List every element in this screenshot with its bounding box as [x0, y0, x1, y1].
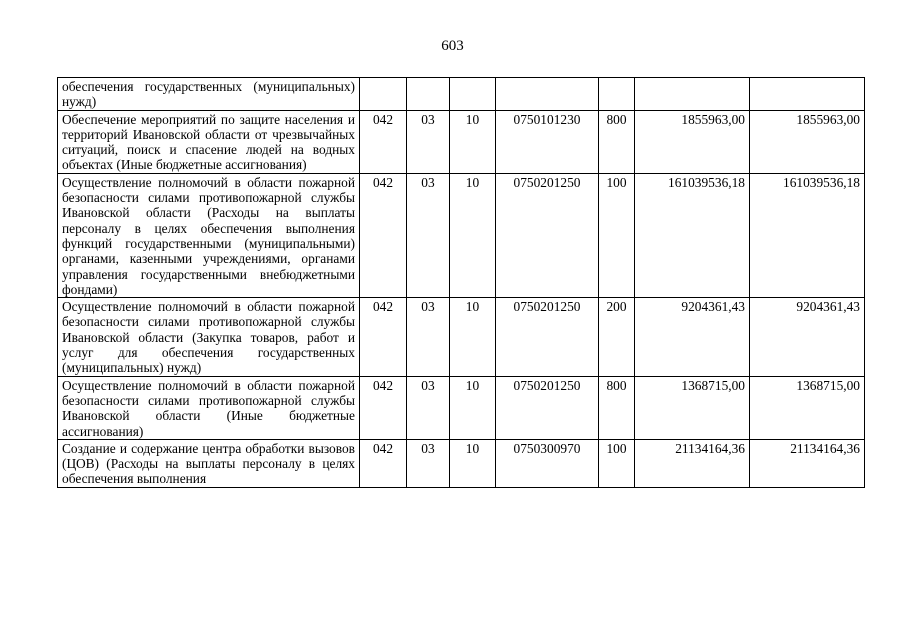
target-article-code: 0750201250	[496, 376, 599, 439]
ministry-code: 042	[360, 439, 407, 487]
expense-type-code	[599, 78, 635, 111]
amount-2: 1855963,00	[750, 110, 865, 173]
target-article-code: 0750101230	[496, 110, 599, 173]
amount-1: 1368715,00	[635, 376, 750, 439]
expense-type-code: 800	[599, 376, 635, 439]
target-article-code: 0750201250	[496, 298, 599, 376]
subsection-code: 10	[450, 439, 496, 487]
expense-type-code: 100	[599, 439, 635, 487]
row-description: Осуществление полномочий в области пожарной безопасности силами противопожарной службы Ивановской области (Закупка товаров, работ и услуг для обеспечения государственных (муниципальных) нужд)	[58, 298, 360, 376]
amount-1: 1855963,00	[635, 110, 750, 173]
amount-2	[750, 78, 865, 111]
expense-type-code: 800	[599, 110, 635, 173]
ministry-code: 042	[360, 376, 407, 439]
section-code: 03	[407, 376, 450, 439]
table-row	[58, 110, 865, 173]
table-row	[58, 173, 865, 297]
ministry-code: 042	[360, 110, 407, 173]
subsection-code: 10	[450, 173, 496, 297]
section-code: 03	[407, 173, 450, 297]
amount-1: 161039536,18	[635, 173, 750, 297]
row-description: обеспечения государственных (муниципальных) нужд)	[58, 78, 360, 111]
target-article-code: 0750300970	[496, 439, 599, 487]
expense-type-code: 200	[599, 298, 635, 376]
page-number: 603	[441, 38, 464, 54]
target-article-code: 0750201250	[496, 173, 599, 297]
row-description: Осуществление полномочий в области пожарной безопасности силами противопожарной службы Ивановской области (Иные бюджетные ассигнования)	[58, 376, 360, 439]
row-description: Создание и содержание центра обработки вызовов (ЦОВ) (Расходы на выплаты персоналу в целях обеспечения выполнения	[58, 439, 360, 487]
amount-2: 161039536,18	[750, 173, 865, 297]
table-row	[58, 439, 865, 487]
ministry-code	[360, 78, 407, 111]
amount-2: 9204361,43	[750, 298, 865, 376]
expense-type-code: 100	[599, 173, 635, 297]
table-row	[58, 298, 865, 376]
row-description: Осуществление полномочий в области пожарной безопасности силами противопожарной службы Ивановской области (Расходы на выплаты персоналу в целях обеспечения выполнения функций государственными (муниципальными) органами, казенными учреждениями, органами управления государственными внебюджетными фондами)	[58, 173, 360, 297]
section-code: 03	[407, 110, 450, 173]
target-article-code	[496, 78, 599, 111]
row-description: Обеспечение мероприятий по защите населения и территорий Ивановской области от чрезвычайных ситуаций, поиск и спасение людей на водных объектах (Иные бюджетные ассигнования)	[58, 110, 360, 173]
amount-1: 21134164,36	[635, 439, 750, 487]
subsection-code: 10	[450, 376, 496, 439]
subsection-code: 10	[450, 110, 496, 173]
subsection-code: 10	[450, 298, 496, 376]
amount-1	[635, 78, 750, 111]
ministry-code: 042	[360, 298, 407, 376]
section-code: 03	[407, 439, 450, 487]
budget-table	[57, 77, 865, 488]
ministry-code: 042	[360, 173, 407, 297]
subsection-code	[450, 78, 496, 111]
amount-2: 21134164,36	[750, 439, 865, 487]
table-row	[58, 78, 865, 111]
table-row	[58, 376, 865, 439]
section-code	[407, 78, 450, 111]
amount-2: 1368715,00	[750, 376, 865, 439]
section-code: 03	[407, 298, 450, 376]
amount-1: 9204361,43	[635, 298, 750, 376]
